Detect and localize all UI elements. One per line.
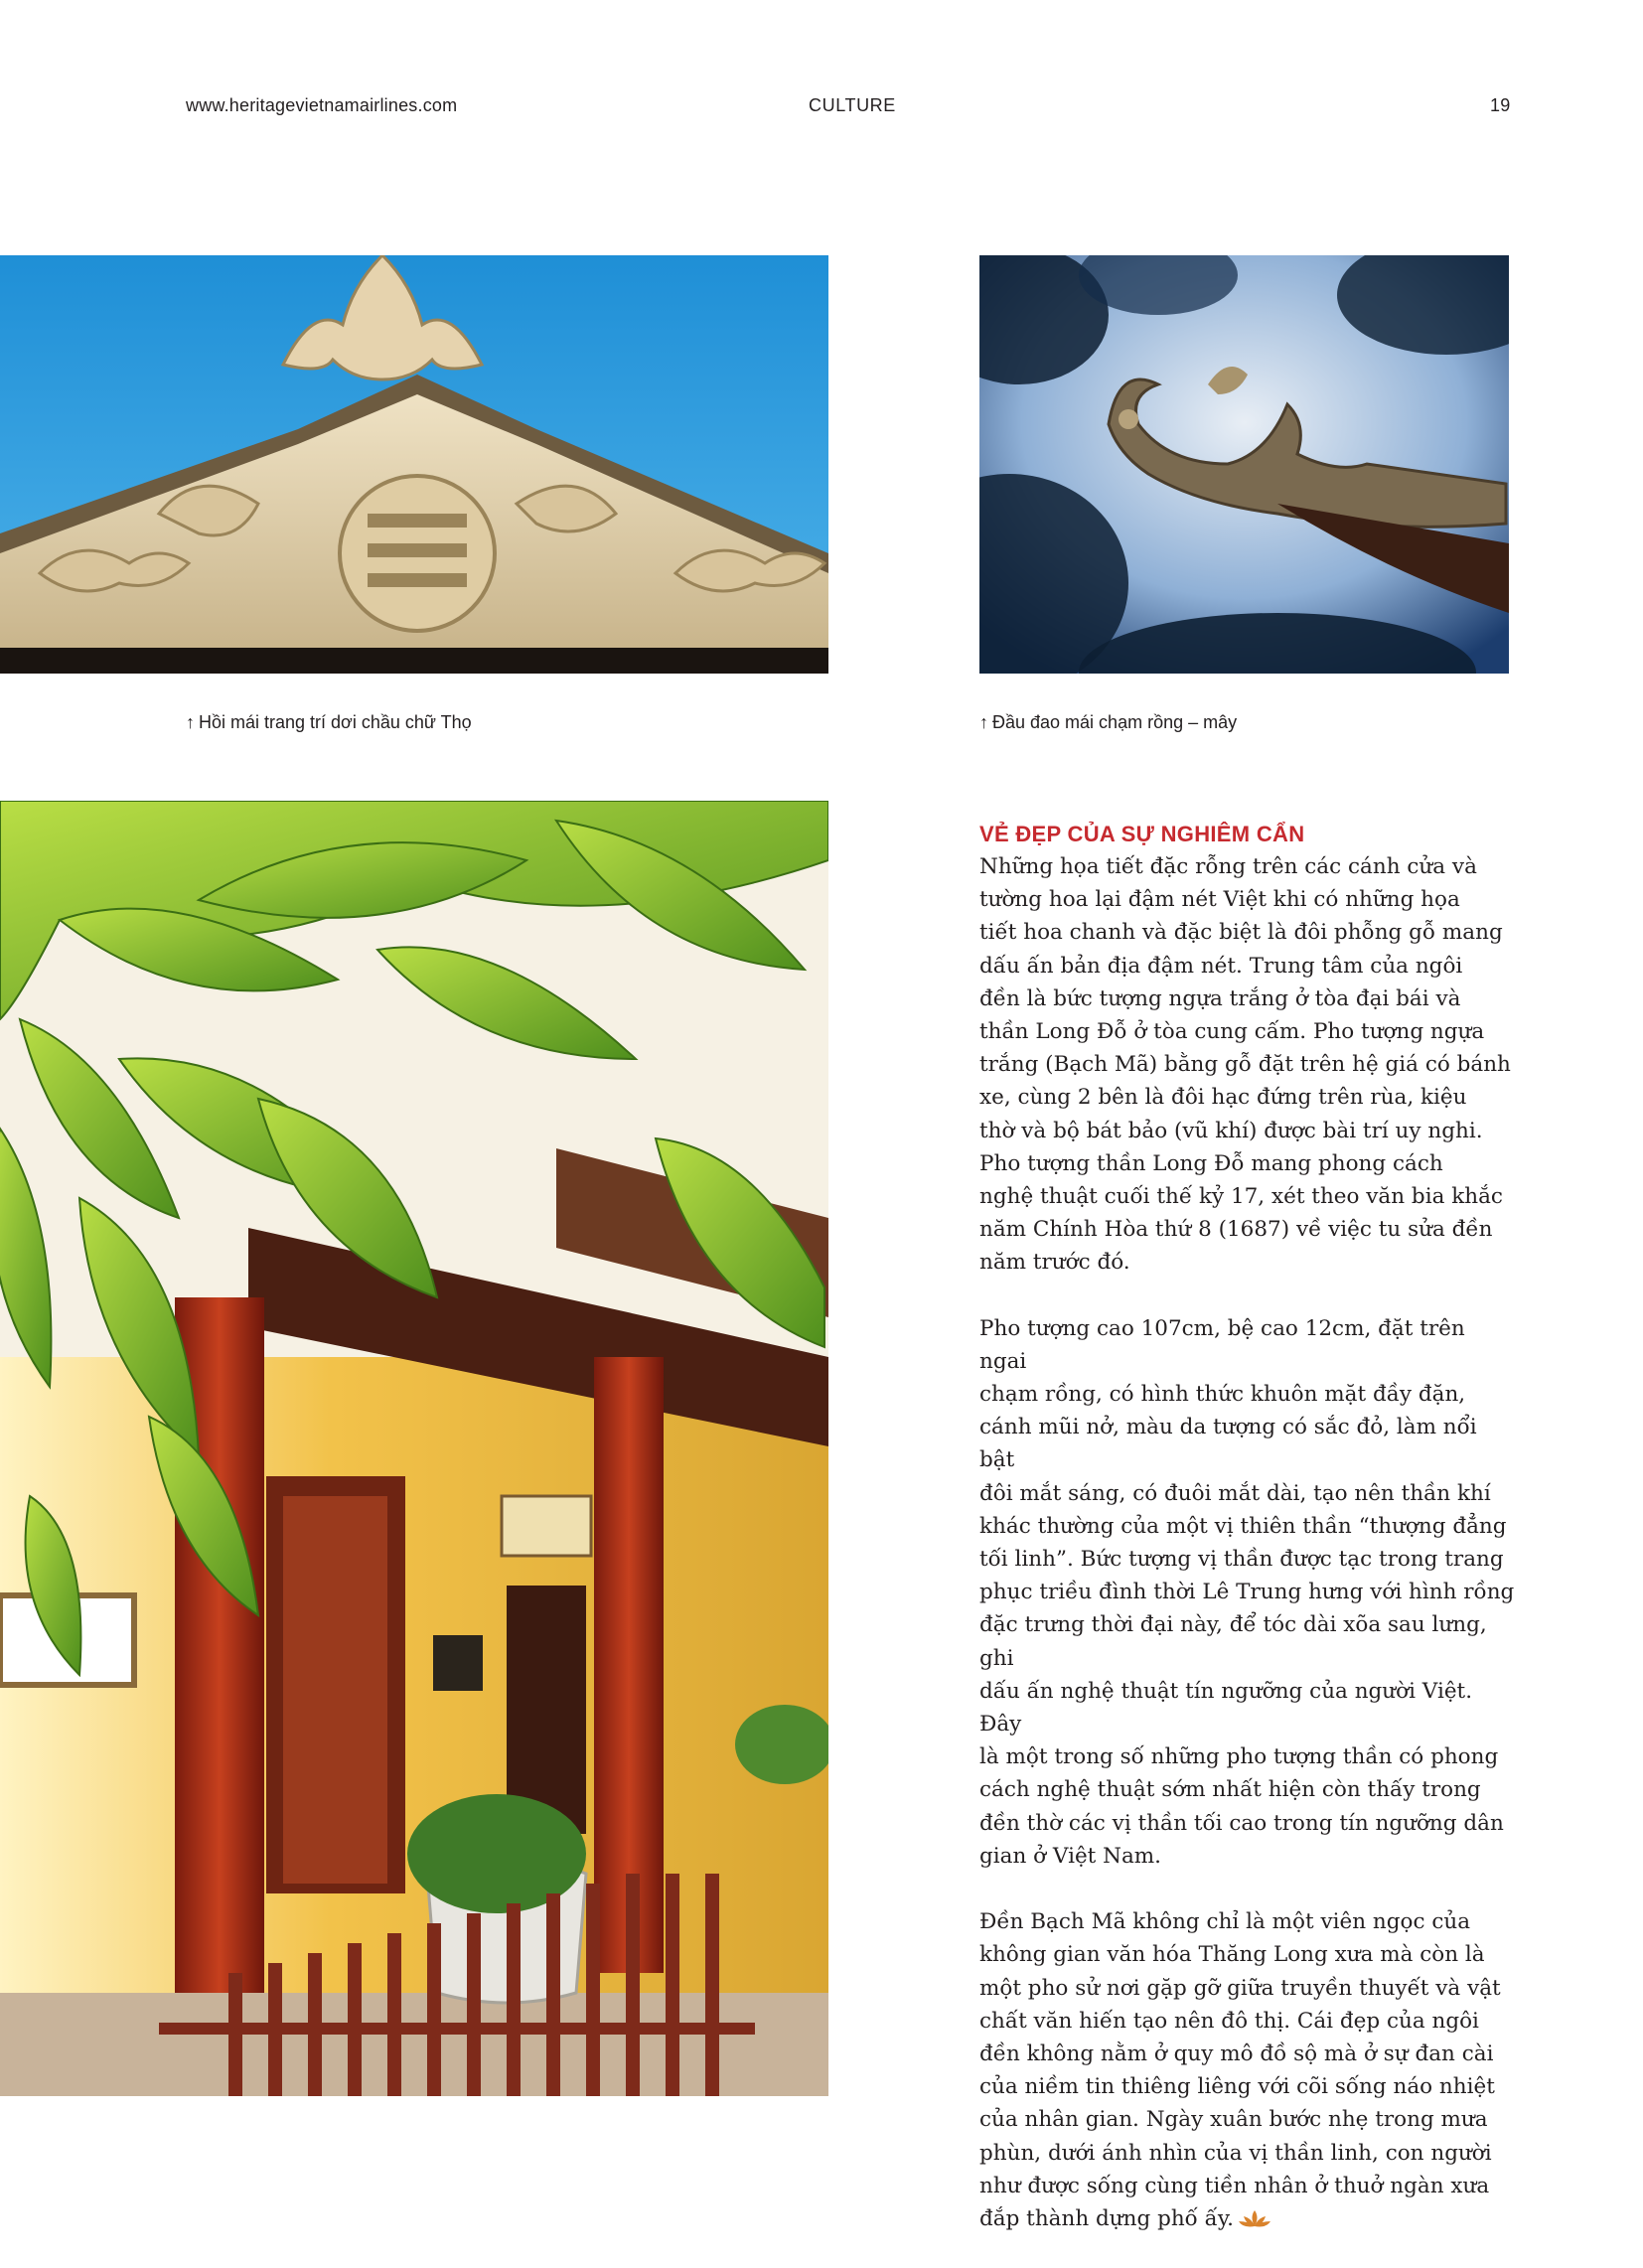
article-body bbox=[979, 821, 1516, 2268]
photo-roof-dragon bbox=[979, 255, 1509, 674]
photo-gable-ornament bbox=[0, 255, 828, 674]
arrow-up-icon: ↑ bbox=[979, 712, 988, 732]
section-label: CULTURE bbox=[809, 95, 896, 115]
article-paragraph-1: Những họa tiết đặc rỗng trên các cánh cửa và tường hoa lại đậm nét Việt khi có những họa tiết hoa chanh và đặc biệt là đôi phỗng gỗ mang dấu ấn bản địa đậm nét. Trung tâm của ngôi đền là bức tượng ngựa trắng ở tòa đại bái và thần Long Đỗ ở tòa cung cấm. Pho tượng ngựa trắng (Bạch Mã) bằng gỗ đặt trên hệ giá có bánh xe, cùng 2 bên là đôi hạc đứng trên rùa, kiệu thờ và bộ bát bảo (vũ khí) được bài trí uy nghi. Pho tượng thần Long Đỗ mang phong cách nghệ thuật cuối thế kỷ 17, xét theo văn bia khắc năm Chính Hòa thứ 8 (1687) về việc tu sửa đền năm trước đó. bbox=[979, 854, 1511, 1276]
lotus-end-mark-icon bbox=[1238, 2208, 1271, 2228]
photo-temple-courtyard bbox=[0, 801, 828, 2096]
article-paragraph-2: Pho tượng cao 107cm, bệ cao 12cm, đặt trên ngai chạm rồng, có hình thức khuôn mặt đầy đặn, cánh mũi nở, màu da tượng có sắc đỏ, làm nổi bật đôi mắt sáng, có đuôi mắt dài, tạo nên thần khí khác thường của một vị thiên thần “thượng đẳng tối linh”. Bức tượng vị thần được tạc trong trang phục triều đình thời Lê Trung hưng với hình rồng đặc trưng thời đại này, để tóc dài xõa sau lưng, ghi dấu ấn nghệ thuật tín ngưỡng của người Việt. Đây là một trong số những pho tượng thần có phong cách nghệ thuật sớm nhất hiện còn thấy trong đền thờ các vị thần tối cao trong tín ngưỡng dân gian ở Việt Nam. bbox=[979, 1315, 1515, 1869]
article-paragraph-3 bbox=[979, 1905, 1516, 2235]
site-url[interactable]: www.heritagevietnamairlines.com bbox=[186, 95, 458, 115]
caption-text-2: Đầu đao mái chạm rồng – mây bbox=[992, 712, 1238, 732]
article-title: VẺ ĐẸP CỦA SỰ NGHIÊM CẨN bbox=[979, 822, 1305, 846]
photo-caption-2 bbox=[979, 712, 1237, 733]
page-number: 19 bbox=[1490, 95, 1511, 115]
caption-text-1: Hồi mái trang trí dơi chầu chữ Thọ bbox=[199, 712, 472, 732]
article-paragraph-3-text: Đền Bạch Mã không chỉ là một viên ngọc của không gian văn hóa Thăng Long xưa mà còn là một pho sử nơi gặp gỡ giữa truyền thuyết và vật chất văn hiến tạo nên đô thị. Cái đẹp của ngôi đền không nằm ở quy mô đồ sộ mà ở sự đan cài của niềm tin thiêng liêng với cõi sống náo nhiệt của nhân gian. Ngày xuân bước nhẹ trong mưa phùn, dưới ánh nhìn của vị thần linh, con người như được sống cùng tiền nhân ở thuở ngàn xưa đắp thành dựng phố ấy. bbox=[979, 1909, 1501, 2231]
photo-caption-1 bbox=[186, 712, 472, 733]
arrow-up-icon: ↑ bbox=[186, 712, 195, 732]
